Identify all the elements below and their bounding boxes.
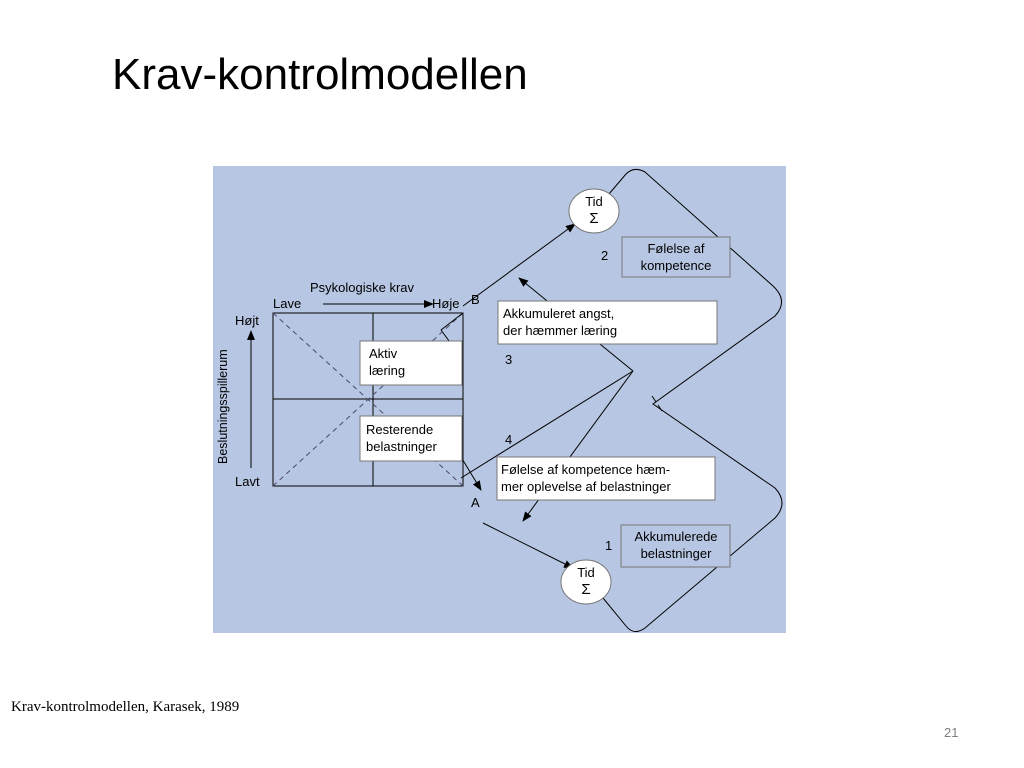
- competence-line2: kompetence: [640, 258, 712, 273]
- inhibit-line1: Følelse af kompetence hæm-: [501, 462, 671, 477]
- accumulated-line1: Akkumulerede: [634, 529, 718, 544]
- anxiety-line1: Akkumuleret angst,: [503, 306, 615, 321]
- x-axis-low-label: Lave: [273, 296, 302, 311]
- page-number: 21: [944, 725, 959, 740]
- process-number-1: 1: [605, 538, 613, 553]
- y-axis-title: Beslutningsspillerum: [216, 349, 230, 464]
- corner-label-a: A: [471, 495, 480, 510]
- time-node-bottom-sigma: Σ: [581, 581, 591, 598]
- karasek-diagram: [213, 166, 786, 633]
- figure-caption: Krav-kontrolmodellen, Karasek, 1989: [11, 699, 240, 715]
- active-learning-line1: Aktiv: [369, 346, 398, 361]
- time-node-top-label: Tid: [585, 194, 603, 209]
- x-axis-title: Psykologiske krav: [310, 280, 415, 295]
- residual-strain-line2: belastninger: [366, 439, 437, 454]
- process-number-4: 4: [505, 432, 513, 447]
- residual-strain-line1: Resterende: [366, 422, 434, 437]
- process-number-3: 3: [505, 352, 513, 367]
- accumulated-line2: belastninger: [640, 546, 712, 561]
- process-number-2: 2: [601, 248, 609, 263]
- competence-line1: Følelse af: [647, 241, 705, 256]
- diagram-canvas: [213, 166, 786, 633]
- active-learning-line2: læring: [369, 363, 406, 378]
- x-axis-high-label: Høje: [432, 296, 460, 311]
- time-node-bottom-label: Tid: [577, 565, 595, 580]
- y-axis-low-label: Lavt: [235, 474, 260, 489]
- time-node-top-sigma: Σ: [589, 210, 599, 227]
- inhibit-line2: mer oplevelse af belastninger: [501, 479, 671, 494]
- y-axis-high-label: Højt: [235, 313, 259, 328]
- corner-label-b: B: [471, 292, 480, 307]
- slide-title: Krav-kontrolmodellen: [112, 50, 528, 99]
- anxiety-line2: der hæmmer læring: [503, 323, 618, 338]
